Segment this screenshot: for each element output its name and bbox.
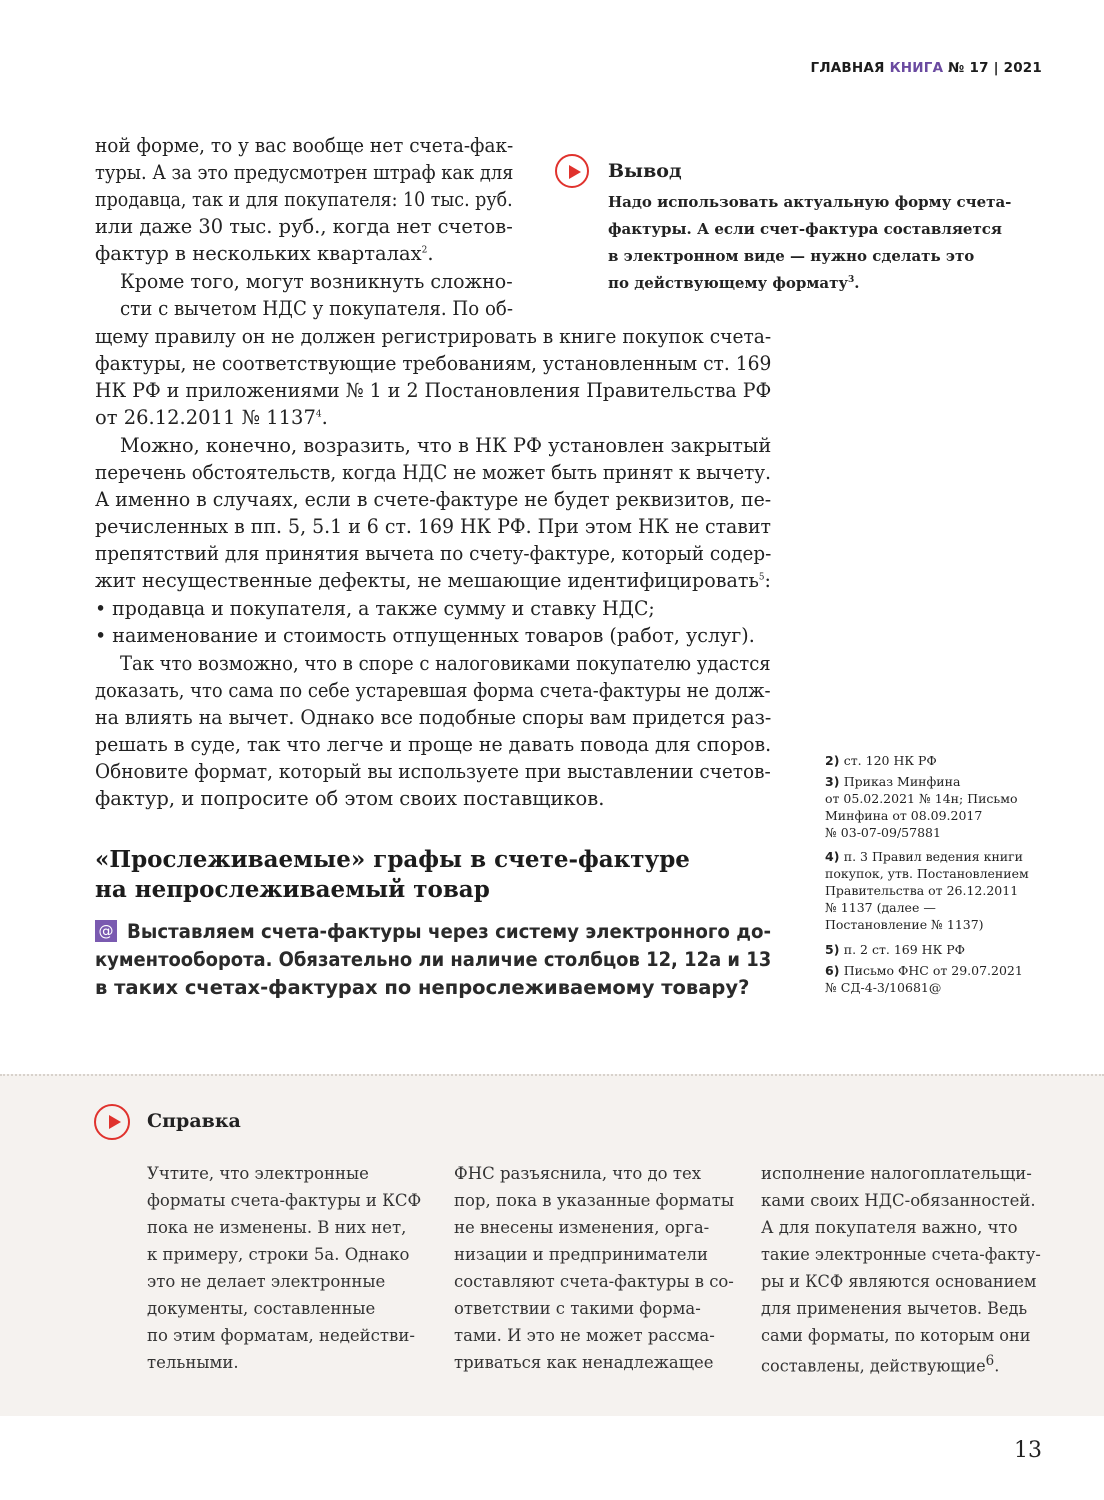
line-text: для применения вычетов. Ведь xyxy=(761,1299,1028,1318)
page-number: 13 xyxy=(1014,1438,1042,1463)
line-text: тельными. xyxy=(147,1353,239,1372)
line-text: фактуры. А если счет-фактура составляется xyxy=(608,220,1002,238)
note-line xyxy=(761,1245,1041,1272)
body-line xyxy=(95,488,771,511)
conclusion-line xyxy=(608,274,860,292)
note-line xyxy=(147,1218,421,1245)
body-line xyxy=(120,652,771,675)
body-line xyxy=(95,624,755,647)
line-text: сти с вычетом НДС у покупателя. По об- xyxy=(120,297,513,320)
note-line xyxy=(147,1164,421,1191)
footnote xyxy=(825,752,937,769)
body-line xyxy=(95,242,434,265)
footnote-ref: 3 xyxy=(848,275,855,285)
line-text: доказать, что сама по себе устаревшая форма счета-фактуры не долж- xyxy=(95,679,771,702)
body-line xyxy=(95,134,513,157)
note-line xyxy=(454,1272,734,1299)
line-text: исполнение налогоплательщи- xyxy=(761,1164,1032,1183)
line-text: от 26.12.2011 № 1137 xyxy=(95,406,316,429)
note-line xyxy=(761,1191,1048,1218)
line-text: это не делает электронные xyxy=(147,1272,386,1291)
footnote-text: ст. 120 НК РФ xyxy=(843,753,937,768)
line-text: сами форматы, по которым они xyxy=(761,1326,1031,1345)
note-line xyxy=(454,1299,734,1326)
play-icon xyxy=(555,154,589,188)
line-text: не внесены изменения, орга- xyxy=(454,1218,710,1237)
line-text: фактур в нескольких кварталах xyxy=(95,242,422,265)
body-line xyxy=(95,461,771,484)
body-line xyxy=(95,787,604,810)
body-line xyxy=(95,406,328,429)
note-line xyxy=(147,1326,421,1353)
line-text: ной форме, то у вас вообще нет счета-фак- xyxy=(95,134,514,157)
footnote-ref: 4 xyxy=(315,409,322,420)
note-line xyxy=(761,1326,1041,1353)
line-text: тами. И это не может рассма- xyxy=(454,1326,715,1345)
note-column xyxy=(761,1164,1048,1380)
body-line xyxy=(95,515,771,538)
brand-accent: КНИГА xyxy=(889,60,944,76)
line-tail: . xyxy=(321,406,328,429)
note-line xyxy=(761,1272,1041,1299)
line-text: документы, составленные xyxy=(147,1299,376,1318)
line-text: по действующему формату xyxy=(608,274,848,292)
line-text: Так что возможно, что в споре с налоговиками покупателю удастся xyxy=(120,652,771,675)
footnote-ref: 5 xyxy=(758,572,765,583)
question-line-3: в таких счетах-фактурах по непрослеживаемому товару? xyxy=(95,976,750,999)
line-text: продавца, так и для покупателя: 10 тыс. руб. xyxy=(95,188,513,211)
line-text: в электронном виде — нужно сделать это xyxy=(608,247,975,265)
footnote-line xyxy=(825,848,1029,865)
line-text: • продавца и покупателя, а также сумму и ставку НДС; xyxy=(95,597,655,620)
footnote-line xyxy=(825,824,1017,841)
body-line xyxy=(120,297,513,320)
note-line xyxy=(147,1272,421,1299)
footnote-text: № 03-07-09/57881 xyxy=(825,825,941,840)
body-line xyxy=(95,352,771,375)
footnote-text: от 05.02.2021 № 14н; Письмо xyxy=(825,791,1018,806)
note-line xyxy=(761,1218,1048,1245)
line-text: такие электронные счета-факту- xyxy=(761,1245,1041,1264)
footnote-number: 6) xyxy=(825,963,844,978)
footnote-line xyxy=(825,962,1023,979)
conclusion-line xyxy=(608,193,1011,211)
footnote-line xyxy=(825,807,1017,824)
running-header xyxy=(811,60,1042,76)
footnote-line xyxy=(825,899,1029,916)
footnote-text: п. 2 ст. 169 НК РФ xyxy=(843,942,965,957)
line-text: • наименование и стоимость отпущенных товаров (работ, услуг). xyxy=(95,624,755,647)
note-line xyxy=(454,1353,734,1380)
line-text: НК РФ и приложениями № 1 и 2 Постановления Правительства РФ xyxy=(95,379,772,402)
footnote-text: Постановление № 1137) xyxy=(825,917,984,932)
body-line xyxy=(95,215,513,238)
question-line-1: Выставляем счета-фактуры через систему электронного до- xyxy=(127,920,772,943)
note-line xyxy=(761,1353,1041,1380)
line-text: ры и КСФ являются основанием xyxy=(761,1272,1037,1291)
note-line xyxy=(454,1191,735,1218)
line-text: пока не изменены. В них нет, xyxy=(147,1218,407,1237)
footnote-text: покупок, утв. Постановлением xyxy=(825,866,1029,881)
conclusion-line xyxy=(608,220,1002,238)
line-text: низации и предприниматели xyxy=(454,1245,709,1264)
body-line xyxy=(95,161,513,184)
conclusion-title: Вывод xyxy=(608,160,682,182)
footnote-line xyxy=(825,916,1029,933)
footnote xyxy=(825,941,965,958)
line-text: ками своих НДС-обязанностей. xyxy=(761,1191,1036,1210)
body-line xyxy=(95,325,771,348)
note-line xyxy=(147,1353,421,1380)
footnote-text: Приказ Минфина xyxy=(843,774,961,789)
line-text: по этим форматам, недействи- xyxy=(147,1326,415,1345)
line-text: Учтите, что электронные xyxy=(147,1164,369,1183)
note-line xyxy=(147,1191,421,1218)
body-line xyxy=(95,733,771,756)
line-text: Надо использовать актуальную форму счета- xyxy=(608,193,1012,211)
line-text: или даже 30 тыс. руб., когда нет счетов- xyxy=(95,215,513,238)
body-line xyxy=(95,706,771,729)
footnote-ref: 6 xyxy=(985,1353,995,1369)
line-text: форматы счета-фактуры и КСФ xyxy=(147,1191,422,1210)
footnote-ref: 2 xyxy=(421,245,428,256)
line-text: Обновите формат, который вы используете при выставлении счетов- xyxy=(95,760,771,783)
footnote-line xyxy=(825,941,965,958)
footnote-number: 4) xyxy=(825,849,844,864)
body-line xyxy=(120,434,771,457)
body-line xyxy=(95,679,771,702)
line-tail: . xyxy=(854,274,860,292)
play-icon xyxy=(94,1104,130,1140)
note-line xyxy=(761,1299,1041,1326)
body-line xyxy=(95,569,771,592)
line-text: составлены, действующие xyxy=(761,1356,986,1376)
note-line xyxy=(147,1299,421,1326)
line-text: А именно в случаях, если в счете-фактуре не будет реквизитов, пе- xyxy=(95,488,772,511)
line-text: пор, пока в указанные форматы xyxy=(454,1191,735,1210)
note-line xyxy=(454,1218,735,1245)
line-text: фактур, и попросите об этом своих поставщиков. xyxy=(95,787,605,810)
footnote-line xyxy=(825,979,1023,996)
body-line xyxy=(95,188,513,211)
note-line xyxy=(761,1164,1048,1191)
line-text: Можно, конечно, возразить, что в НК РФ установлен закрытый xyxy=(120,434,772,457)
footnote xyxy=(825,848,1029,933)
line-text: триваться как ненадлежащее xyxy=(454,1353,714,1372)
note-column xyxy=(454,1164,735,1380)
line-text: фактуры, не соответствующие требованиям, установленным ст. 169 xyxy=(95,352,772,375)
note-column xyxy=(147,1164,421,1380)
line-text: ответствии с такими форма- xyxy=(454,1299,701,1318)
line-tail: . xyxy=(994,1356,1000,1376)
footnote-text: № 1137 (далее — xyxy=(825,900,936,915)
line-text: туры. А за это предусмотрен штраф как для xyxy=(95,161,514,184)
line-text: речисленных в пп. 5, 5.1 и 6 ст. 169 НК РФ. При этом НК не ставит xyxy=(95,515,772,538)
section-heading-line-1: «Прослеживаемые» графы в счете-фактуре xyxy=(95,846,690,873)
footnote-number: 3) xyxy=(825,774,844,789)
footnote-text: п. 3 Правил ведения книги xyxy=(843,849,1024,864)
section-heading-line-2: на непрослеживаемый товар xyxy=(95,876,490,903)
line-text: решать в суде, так что легче и проще не давать повода для споров. xyxy=(95,733,772,756)
footnote-line xyxy=(825,773,1017,790)
body-line xyxy=(120,270,513,293)
footnote-number: 2) xyxy=(825,753,844,768)
line-text: щему правилу он не должен регистрировать в книге покупок счета- xyxy=(95,325,772,348)
body-line xyxy=(95,379,771,402)
line-text: препятствий для принятия вычета по счету-фактуре, который содер- xyxy=(95,542,772,565)
line-text: Кроме того, могут возникнуть сложно- xyxy=(120,270,513,293)
body-line xyxy=(95,542,771,565)
footnote xyxy=(825,773,1017,841)
note-line xyxy=(454,1245,735,1272)
footnote-line xyxy=(825,882,1029,899)
line-text: А для покупателя важно, что xyxy=(761,1218,1018,1237)
footnote-line xyxy=(825,752,937,769)
line-text: ФНС разъяснила, что до тех xyxy=(454,1164,702,1183)
note-title: Справка xyxy=(147,1110,241,1132)
line-text: жит несущественные дефекты, не мешающие идентифицировать xyxy=(95,569,759,592)
note-line xyxy=(147,1245,421,1272)
body-line xyxy=(95,597,655,620)
footnote-number: 5) xyxy=(825,942,844,957)
footnote-line xyxy=(825,865,1029,882)
footnote-text: Письмо ФНС от 29.07.2021 xyxy=(843,963,1023,978)
footnote-text: Правительства от 26.12.2011 xyxy=(825,883,1019,898)
conclusion-line xyxy=(608,247,974,265)
footnote-text: № СД-4-3/10681@ xyxy=(825,980,942,995)
footnote xyxy=(825,962,1023,996)
line-tail: . xyxy=(427,242,434,265)
question-line-2: кументооборота. Обязательно ли наличие столбцов 12, 12а и 13 xyxy=(95,948,772,971)
issue-number: № 17 | 2021 xyxy=(948,60,1042,76)
footnote-line xyxy=(825,790,1017,807)
body-line xyxy=(95,760,771,783)
line-text: на влиять на вычет. Однако все подобные споры вам придется раз- xyxy=(95,706,772,729)
note-line xyxy=(454,1164,735,1191)
line-text: к примеру, строки 5а. Однако xyxy=(147,1245,410,1264)
line-text: составляют счета-фактуры в со- xyxy=(454,1272,734,1291)
brand-main: ГЛАВНАЯ xyxy=(810,60,885,76)
at-icon: @ xyxy=(95,920,117,942)
note-line xyxy=(454,1326,734,1353)
line-text: перечень обстоятельств, когда НДС не может быть принят к вычету. xyxy=(95,461,771,484)
line-tail: : xyxy=(764,569,771,592)
footnote-text: Минфина от 08.09.2017 xyxy=(825,808,983,823)
